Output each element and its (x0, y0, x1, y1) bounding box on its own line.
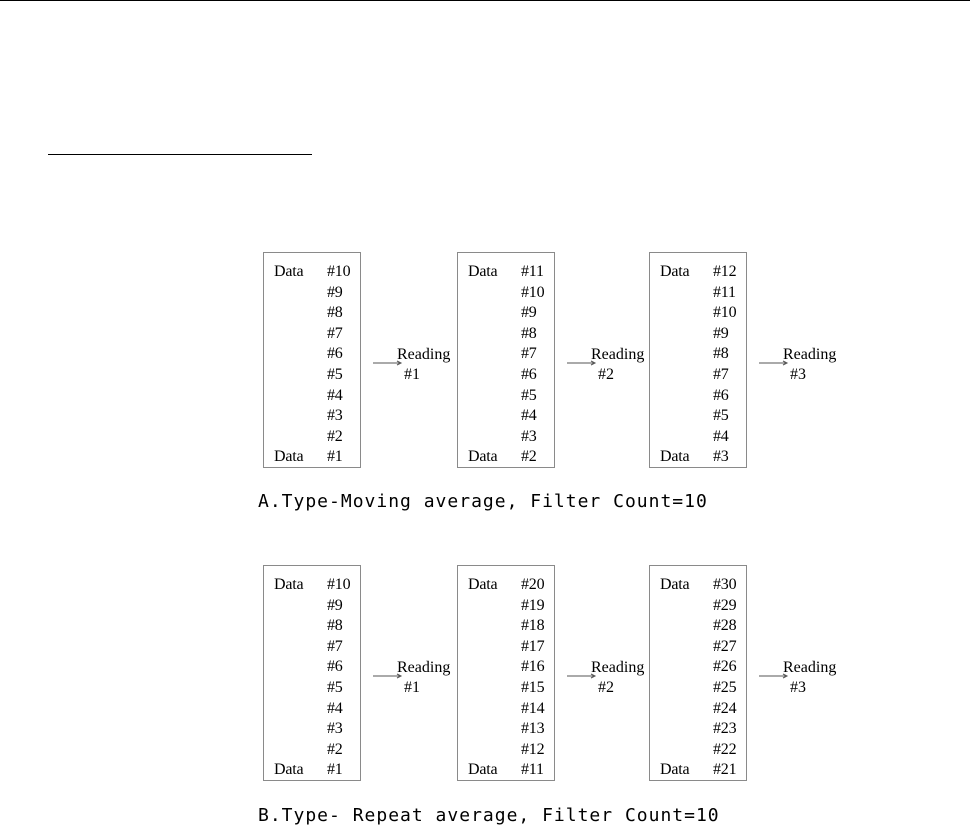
data-buffer-box (649, 252, 747, 468)
buffer-entry: #6 (327, 345, 343, 363)
reading-label: Reading (591, 659, 645, 676)
buffer-entry: #9 (713, 324, 729, 342)
buffer-entry: #5 (521, 386, 537, 404)
buffer-entry: #5 (327, 366, 343, 383)
buffer-entry: #22 (713, 740, 737, 758)
buffer-entry: #11 (521, 263, 544, 280)
reading-label: Reading (397, 659, 451, 676)
buffer-entry: #1 (327, 761, 343, 779)
buffer-entry: #1 (327, 448, 343, 466)
buffer-bottom-label: Data (660, 448, 690, 466)
diagram-caption: B.Type- Repeat average, Filter Count=10 (258, 805, 720, 826)
buffer-entry: #26 (713, 658, 737, 676)
reading-output (397, 345, 450, 385)
buffer-entry: #10 (327, 263, 351, 280)
reading-number: #2 (598, 366, 614, 383)
reading-label: Reading (783, 346, 837, 363)
data-buffer-box (457, 252, 555, 468)
buffer-entry: #16 (521, 658, 545, 676)
top-rule (0, 0, 970, 1)
buffer-entry: #18 (521, 617, 545, 635)
reading-number: #1 (404, 679, 420, 696)
buffer-entry: #20 (521, 576, 545, 593)
buffer-entry: #6 (713, 386, 729, 404)
buffer-entry: #9 (327, 596, 343, 614)
buffer-entry: #4 (521, 407, 537, 425)
reading-number: #3 (790, 679, 806, 696)
buffer-bottom-label: Data (660, 761, 690, 779)
buffer-entry: #14 (521, 699, 545, 717)
reading-output (783, 658, 836, 698)
buffer-entry: #11 (713, 283, 736, 301)
reading-label: Reading (397, 346, 451, 363)
data-buffer-box (457, 565, 555, 781)
buffer-top-label: Data (274, 263, 304, 280)
buffer-entry: #21 (713, 761, 737, 779)
section-heading-rule (48, 154, 312, 155)
buffer-entry: #4 (713, 427, 729, 445)
reading-number: #1 (404, 366, 420, 383)
buffer-entry: #4 (327, 386, 343, 404)
buffer-entry: #11 (521, 761, 544, 779)
reading-label: Reading (591, 346, 645, 363)
diagram-caption: A.Type-Moving average, Filter Count=10 (258, 491, 708, 512)
buffer-entry: #6 (521, 366, 537, 383)
reading-output (591, 345, 644, 385)
buffer-entry: #7 (713, 366, 729, 383)
buffer-entry: #25 (713, 679, 737, 696)
reading-output (591, 658, 644, 698)
buffer-entry: #5 (713, 407, 729, 425)
buffer-entry: #19 (521, 596, 545, 614)
buffer-entry: #3 (327, 407, 343, 425)
buffer-entry: #6 (327, 658, 343, 676)
buffer-entry: #10 (521, 283, 545, 301)
buffer-bottom-label: Data (274, 448, 304, 466)
buffer-bottom-label: Data (274, 761, 304, 779)
buffer-entry: #24 (713, 699, 737, 717)
buffer-entry: #9 (327, 283, 343, 301)
buffer-entry: #3 (521, 427, 537, 445)
buffer-entry: #17 (521, 637, 545, 655)
buffer-entry: #8 (327, 617, 343, 635)
buffer-entry: #28 (713, 617, 737, 635)
buffer-bottom-label: Data (468, 761, 498, 779)
reading-output (783, 345, 836, 385)
buffer-entry: #15 (521, 679, 545, 696)
reading-label: Reading (783, 659, 837, 676)
buffer-entry: #4 (327, 699, 343, 717)
buffer-entry: #7 (327, 637, 343, 655)
data-buffer-box (649, 565, 747, 781)
buffer-entry: #29 (713, 596, 737, 614)
buffer-entry: #8 (521, 324, 537, 342)
buffer-top-label: Data (468, 263, 498, 280)
buffer-entry: #2 (327, 740, 343, 758)
buffer-top-label: Data (468, 576, 498, 593)
data-buffer-box (263, 565, 361, 781)
reading-output (397, 658, 450, 698)
buffer-entry: #7 (327, 324, 343, 342)
buffer-entry: #7 (521, 345, 537, 363)
buffer-entry: #27 (713, 637, 737, 655)
reading-number: #2 (598, 679, 614, 696)
buffer-entry: #30 (713, 576, 737, 593)
buffer-entry: #13 (521, 720, 545, 738)
buffer-entry: #8 (327, 304, 343, 322)
buffer-entry: #10 (327, 576, 351, 593)
buffer-top-label: Data (660, 576, 690, 593)
buffer-top-label: Data (660, 263, 690, 280)
buffer-entry: #23 (713, 720, 737, 738)
buffer-entry: #12 (521, 740, 545, 758)
buffer-entry: #2 (327, 427, 343, 445)
buffer-entry: #5 (327, 679, 343, 696)
buffer-entry: #8 (713, 345, 729, 363)
reading-number: #3 (790, 366, 806, 383)
buffer-entry: #2 (521, 448, 537, 466)
buffer-entry: #12 (713, 263, 737, 280)
buffer-bottom-label: Data (468, 448, 498, 466)
buffer-entry: #3 (713, 448, 729, 466)
data-buffer-box (263, 252, 361, 468)
buffer-entry: #9 (521, 304, 537, 322)
buffer-entry: #3 (327, 720, 343, 738)
buffer-entry: #10 (713, 304, 737, 322)
buffer-top-label: Data (274, 576, 304, 593)
